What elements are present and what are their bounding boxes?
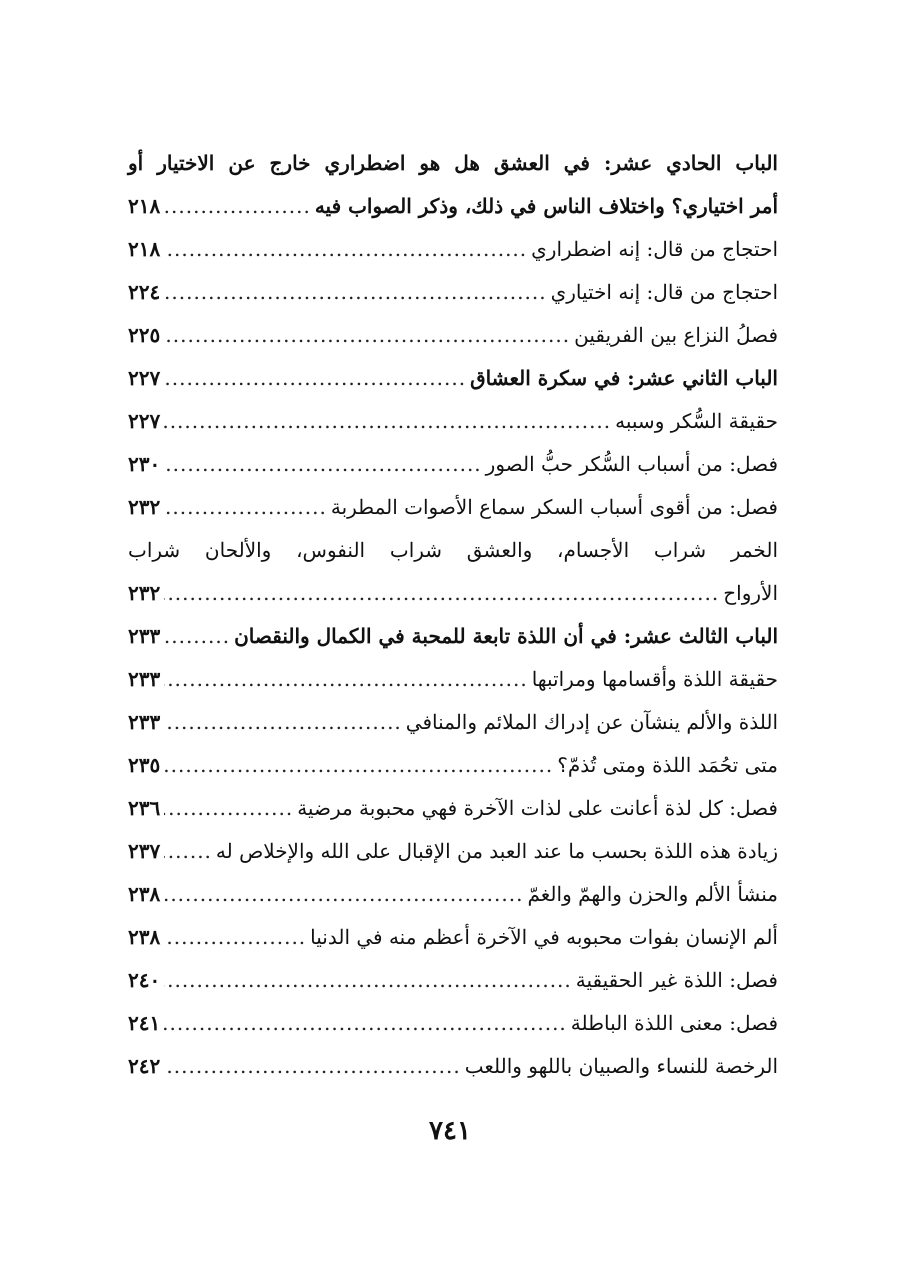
leader-dots	[164, 830, 212, 873]
toc-entry	[128, 701, 778, 744]
toc-entry	[128, 615, 778, 658]
leader-dots	[164, 1002, 567, 1045]
toc-page-number: ٢٣٠	[128, 452, 161, 476]
toc-page-number: ٢١٨	[128, 194, 161, 218]
toc-page-number: ٢٣٢	[128, 495, 161, 519]
leader-dots	[164, 701, 402, 744]
toc-page-number: ٢٤١	[128, 1011, 161, 1035]
toc-entry	[128, 873, 778, 916]
toc-entry-line: الباب الحادي عشر: في العشق هل هو اضطراري خارج عن الاختيار أو	[128, 151, 778, 175]
toc-page-number: ٢٢٧	[128, 366, 161, 390]
toc-entry	[128, 916, 778, 959]
leader-dots	[164, 228, 527, 271]
toc-entry	[128, 830, 778, 873]
toc-entry	[128, 314, 778, 357]
toc-entry-title: احتجاج من قال: إنه اضطراري	[531, 237, 778, 261]
toc-entry-title: فصل: معنى اللذة الباطلة	[570, 1011, 778, 1035]
toc-entry-title: أمر اختياري؟ واختلاف الناس في ذلك، وذكر الصواب فيه	[314, 194, 778, 218]
toc-entry-title: الباب الثالث عشر: في أن اللذة تابعة للمحبة في الكمال والنقصان	[234, 624, 778, 648]
toc-page-number: ٢٤٠	[128, 968, 161, 992]
leader-dots	[164, 357, 466, 400]
leader-dots	[164, 185, 311, 228]
toc-page-number: ٢٣٧	[128, 839, 161, 863]
toc-entry	[128, 1045, 778, 1088]
toc-entry	[128, 400, 778, 443]
page-number: ٧٤١	[429, 1116, 471, 1146]
toc-entry	[128, 357, 778, 400]
leader-dots	[164, 271, 546, 314]
toc-entry-title: اللذة والألم ينشآن عن إدراك الملائم والمنافي	[405, 710, 778, 734]
toc-page-number: ٢٢٧	[128, 409, 161, 433]
toc-entry-title: ألم الإنسان بفوات محبوبه في الآخرة أعظم منه في الدنيا	[310, 925, 778, 949]
toc-page-number: ٢٣٣	[128, 624, 161, 648]
table-of-contents	[128, 142, 778, 1088]
leader-dots	[164, 400, 611, 443]
leader-dots	[164, 443, 481, 486]
toc-page-number: ٢٣٨	[128, 882, 161, 906]
toc-page-number: ٢٣٥	[128, 753, 161, 777]
toc-entry	[128, 1002, 778, 1045]
toc-entry-title: فصلُ النزاع بين الفريقين	[574, 323, 778, 347]
toc-page-number: ٢٣٣	[128, 710, 161, 734]
toc-entry-title: الأرواح	[723, 581, 778, 605]
toc-entry-title: زيادة هذه اللذة بحسب ما عند العبد من الإقبال على الله والإخلاص له	[215, 839, 778, 863]
leader-dots	[164, 787, 293, 830]
toc-entry	[128, 658, 778, 701]
leader-dots	[164, 873, 523, 916]
leader-dots	[164, 615, 230, 658]
toc-page-number: ٢٤٢	[128, 1054, 161, 1078]
toc-entry	[128, 271, 778, 314]
toc-entry-title: الباب الثاني عشر: في سكرة العشاق	[470, 366, 778, 390]
toc-entry-title: احتجاج من قال: إنه اختياري	[550, 280, 778, 304]
toc-entry	[128, 486, 778, 529]
leader-dots	[164, 314, 570, 357]
toc-entry	[128, 443, 778, 486]
toc-entry	[128, 959, 778, 1002]
toc-page-number: ٢٣٢	[128, 581, 161, 605]
toc-page-number: ٢٣٦	[128, 796, 161, 820]
toc-entry	[128, 185, 778, 228]
toc-entry-title: حقيقة اللذة وأقسامها ومراتبها	[531, 667, 778, 691]
leader-dots	[164, 1045, 460, 1088]
leader-dots	[164, 658, 527, 701]
toc-entry-title: فصل: كل لذة أعانت على لذات الآخرة فهي محبوبة مرضية	[297, 796, 778, 820]
toc-entry	[128, 744, 778, 787]
toc-entry-title: الرخصة للنساء والصبيان باللهو واللعب	[464, 1054, 778, 1078]
leader-dots	[164, 486, 327, 529]
leader-dots	[164, 916, 306, 959]
toc-page-number: ٢٢٥	[128, 323, 161, 347]
toc-entry	[128, 572, 778, 615]
toc-entry-title: حقيقة السُّكر وسببه	[615, 409, 778, 433]
leader-dots	[164, 572, 719, 615]
toc-entry-title: فصل: من أسباب السُّكر حبُّ الصور	[485, 452, 778, 476]
toc-page-number: ٢٣٣	[128, 667, 161, 691]
toc-page-number: ٢٢٤	[128, 280, 161, 304]
toc-entry	[128, 228, 778, 271]
toc-entry-title: منشأ الألم والحزن والهمّ والغمّ	[527, 882, 778, 906]
leader-dots	[164, 959, 572, 1002]
leader-dots	[164, 744, 553, 787]
toc-page-number: ٢١٨	[128, 237, 161, 261]
toc-entry-title: فصل: من أقوى أسباب السكر سماع الأصوات المطربة	[330, 495, 778, 519]
toc-entry-title: فصل: اللذة غير الحقيقية	[575, 968, 778, 992]
toc-page-number: ٢٣٨	[128, 925, 161, 949]
toc-entry	[128, 787, 778, 830]
toc-entry-line: الخمر شراب الأجسام، والعشق شراب النفوس، والألحان شراب	[128, 538, 778, 562]
toc-entry-title: متى تحُمَد اللذة ومتى تُذمّ؟	[557, 753, 778, 777]
